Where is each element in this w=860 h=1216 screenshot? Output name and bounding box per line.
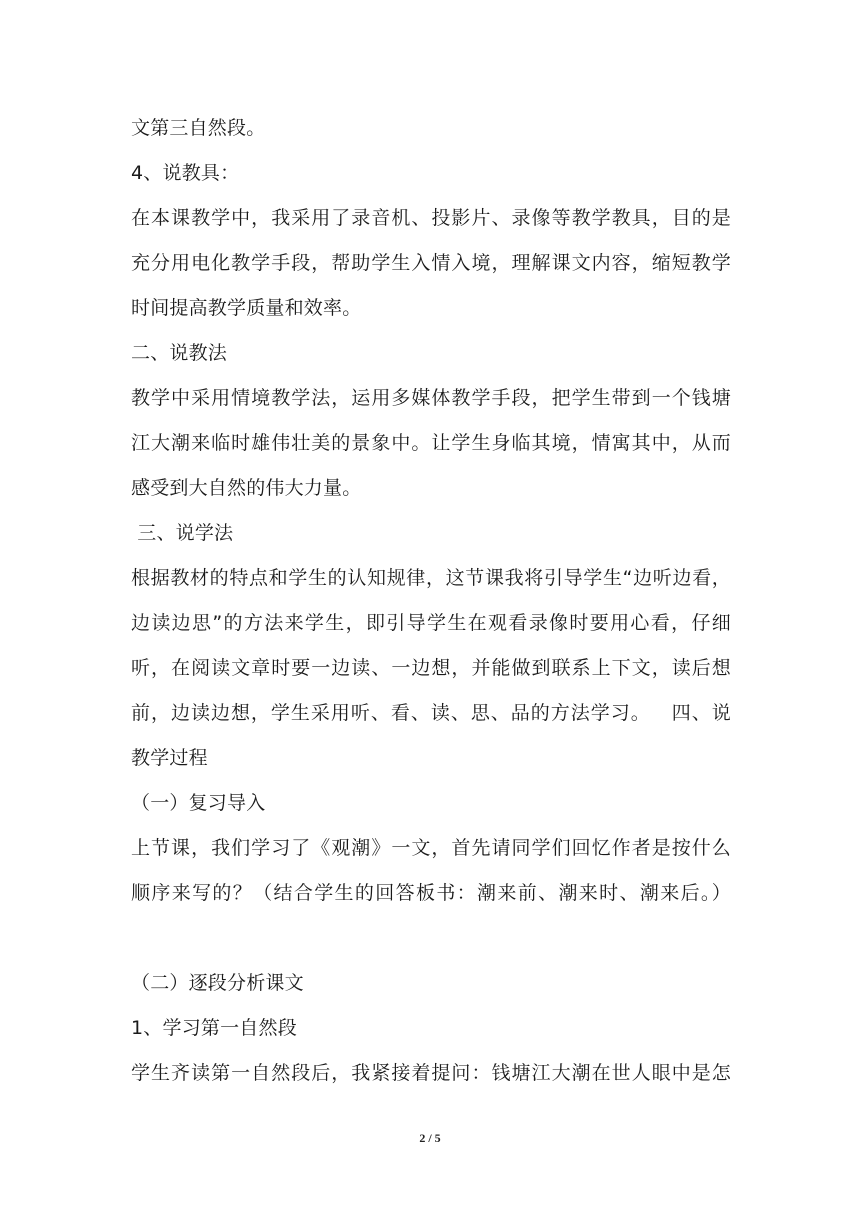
text-line: 感受到大自然的伟大力量。	[131, 477, 362, 499]
section-heading: 二、说教法	[131, 342, 228, 364]
page-number: 2 / 5	[419, 1131, 441, 1145]
subsection-heading: （一）复习导入	[131, 792, 266, 814]
text-line: 在本课教学中，我采用了录音机、投影片、录像等教学教具，目的是	[131, 207, 731, 229]
section-heading: 三、说学法	[131, 522, 234, 544]
text-line: 江大潮来临时雄伟壮美的景象中。让学生身临其境，情寓其中，从而	[131, 432, 731, 454]
section-heading: 4、说教具：	[131, 162, 240, 184]
text-line: 上节课，我们学习了《观潮》一文，首先请同学们回忆作者是按什么	[131, 837, 731, 859]
section-heading: 1、学习第一自然段	[131, 1017, 297, 1039]
text-line: 顺序来写的？（结合学生的回答板书：潮来前、潮来时、潮来后。）	[131, 882, 731, 904]
text-line: 听，在阅读文章时要一边读、一边想，并能做到联系上下文，读后想	[131, 657, 731, 679]
subsection-heading: （二）逐段分析课文	[131, 972, 304, 994]
text-line: 边读边思”的方法来学生，即引导学生在观看录像时要用心看，仔细	[131, 612, 731, 634]
text-line: 时间提高教学质量和效率。	[131, 297, 362, 319]
text-line: 充分用电化教学手段，帮助学生入情入境，理解课文内容，缩短教学	[131, 252, 731, 274]
text-line: 教学过程	[131, 747, 208, 769]
text-line: 教学中采用情境教学法，运用多媒体教学手段，把学生带到一个钱塘	[131, 387, 731, 409]
text-line: 根据教材的特点和学生的认知规律，这节课我将引导学生“边听边看，	[131, 567, 731, 589]
text-line: 学生齐读第一自然段后，我紧接着提问：钱塘江大潮在世人眼中是怎	[131, 1062, 731, 1084]
text-line: 前，边读边想，学生采用听、看、读、思、品的方法学习。 四、说	[131, 702, 731, 724]
text-line: 文第三自然段。	[131, 117, 266, 139]
